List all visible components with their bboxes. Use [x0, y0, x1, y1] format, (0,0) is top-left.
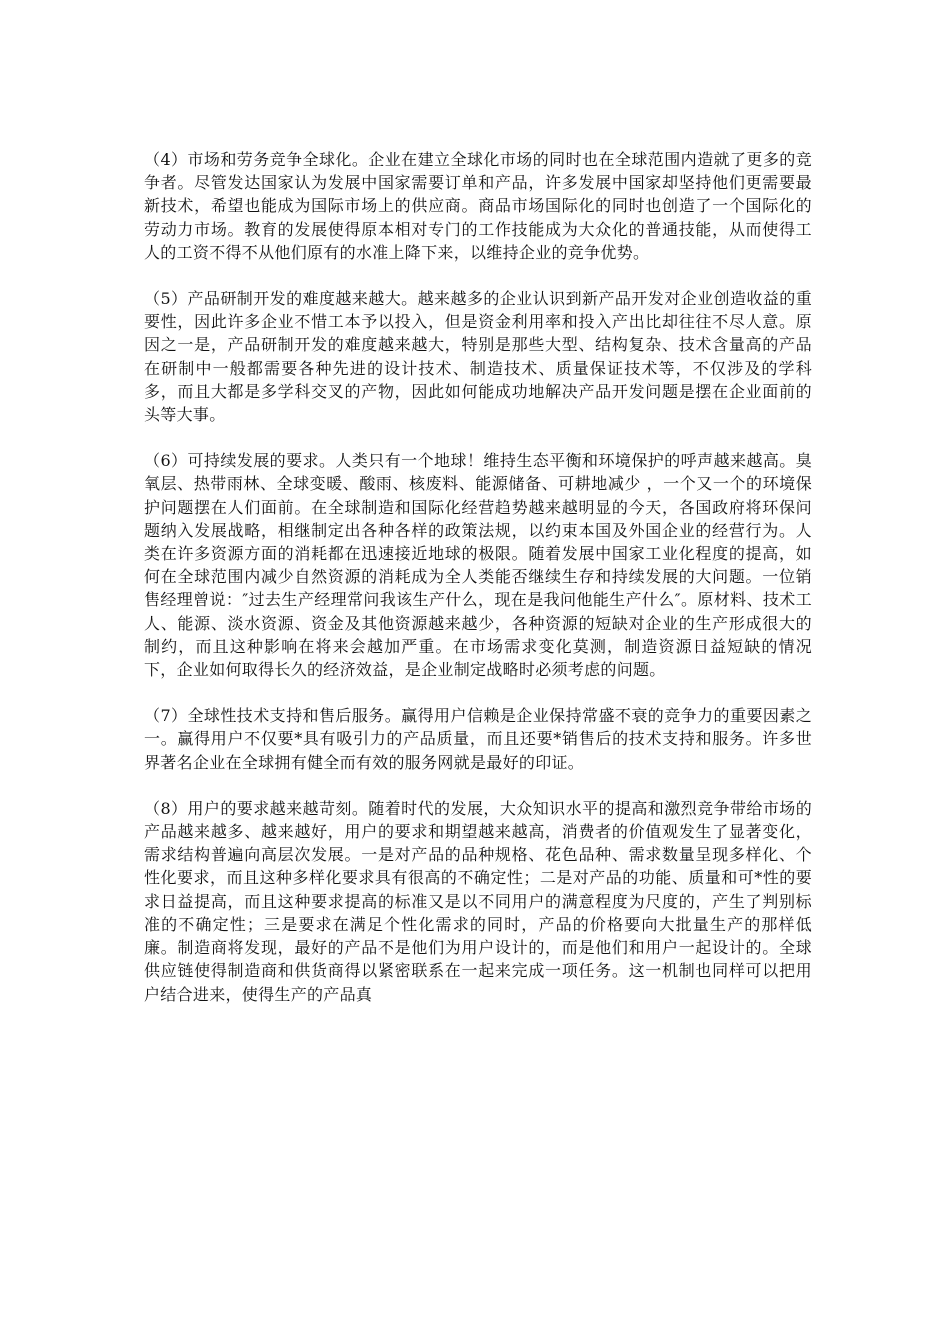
paragraph-market-labor-globalization: （4）市场和劳务竞争全球化。企业在建立全球化市场的同时也在全球范围内造就了更多的竞争者。尽管发达国家认为发展中国家需要订单和产品，许多发展中国家却坚持他们更需要最新技术，希望也能成为国际市场上的供应商。商品市场国际化的同时也创造了一个国际化的劳动力市场。教育的发展使得原本相对专门的工作技能成为大众化的普通技能，从而使得工人的工资不得不从他们原有的水准上降下来，以维持企业的竞争优势。 — [144, 150, 812, 262]
paragraph-product-development-difficulty: （5）产品研制开发的难度越来越大。越来越多的企业认识到新产品开发对企业创造收益的重要性，因此许多企业不惜工本予以投入，但是资金利用率和投入产出比却往往不尽人意。原因之一是，产品研制开发的难度越来越大，特别是那些大型、结构复杂、技术含量高的产品在研制中一般都需要各种先进的设计技术、制造技术、质量保证技术等，不仅涉及的学科多，而且大都是多学科交叉的产物，因此如何能成功地解决产品开发问题是摆在企业面前的头等大事。 — [144, 289, 812, 425]
paragraph-global-technical-support: （7）全球性技术支持和售后服务。赢得用户信赖是企业保持常盛不衰的竞争力的重要因素之一。赢得用户不仅要*具有吸引力的产品质量，而且还要*销售后的技术支持和服务。许多世界著名企业在全球拥有健全而有效的服务网就是最好的印证。 — [144, 706, 812, 772]
paragraph-sustainable-development: （6）可持续发展的要求。人类只有一个地球！维持生态平衡和环境保护的呼声越来越高。臭氧层、热带雨林、全球变暖、酸雨、核废料、能源储备、可耕地减少 ，一个又一个的环境保护问题摆在人们面前。在全球制造和国际化经营趋势越来越明显的今天，各国政府将环保问题纳入发展战略，相继制定出各种各样的政策法规，以约束本国及外国企业的经营行为。人类在许多资源方面的消耗都在迅速接近地球的极限。随着发展中国家工业化程度的提高，如何在全球范围内减少自然资源的消耗成为全人类能否继续生存和持续发展的大问题。一位销售经理曾说：″过去生产经理常问我该生产什么，现在是我问他能生产什么″。原材料、技术工人、能源、淡水资源、资金及其他资源越来越少，各种资源的短缺对企业的生产形成很大的制约，而且这种影响在将来会越加严重。在市场需求变化莫测，制造资源日益短缺的情况下，企业如何取得长久的经济效益，是企业制定战略时必须考虑的问题。 — [144, 451, 812, 680]
paragraph-user-requirements: （8）用户的要求越来越苛刻。随着时代的发展，大众知识水平的提高和激烈竞争带给市场的产品越来越多、越来越好，用户的要求和期望越来越高，消费者的价值观发生了显著变化，需求结构普遍向高层次发展。一是对产品的品种规格、花色品种、需求数量呈现多样化、个性化要求，而且这种多样化要求具有很高的不确定性；二是对产品的功能、质量和可*性的要求日益提高，而且这种要求提高的标准又是以不同用户的满意程度为尺度的，产生了判别标准的不确定性；三是要求在满足个性化需求的同时，产品的价格要向大批量生产的那样低廉。制造商将发现，最好的产品不是他们为用户设计的，而是他们和用户一起设计的。全球供应链使得制造商和供货商得以紧密联系在一起来完成一项任务。这一机制也同样可以把用户结合进来，使得生产的产品真 — [144, 798, 812, 1004]
document-body — [144, 148, 812, 1029]
